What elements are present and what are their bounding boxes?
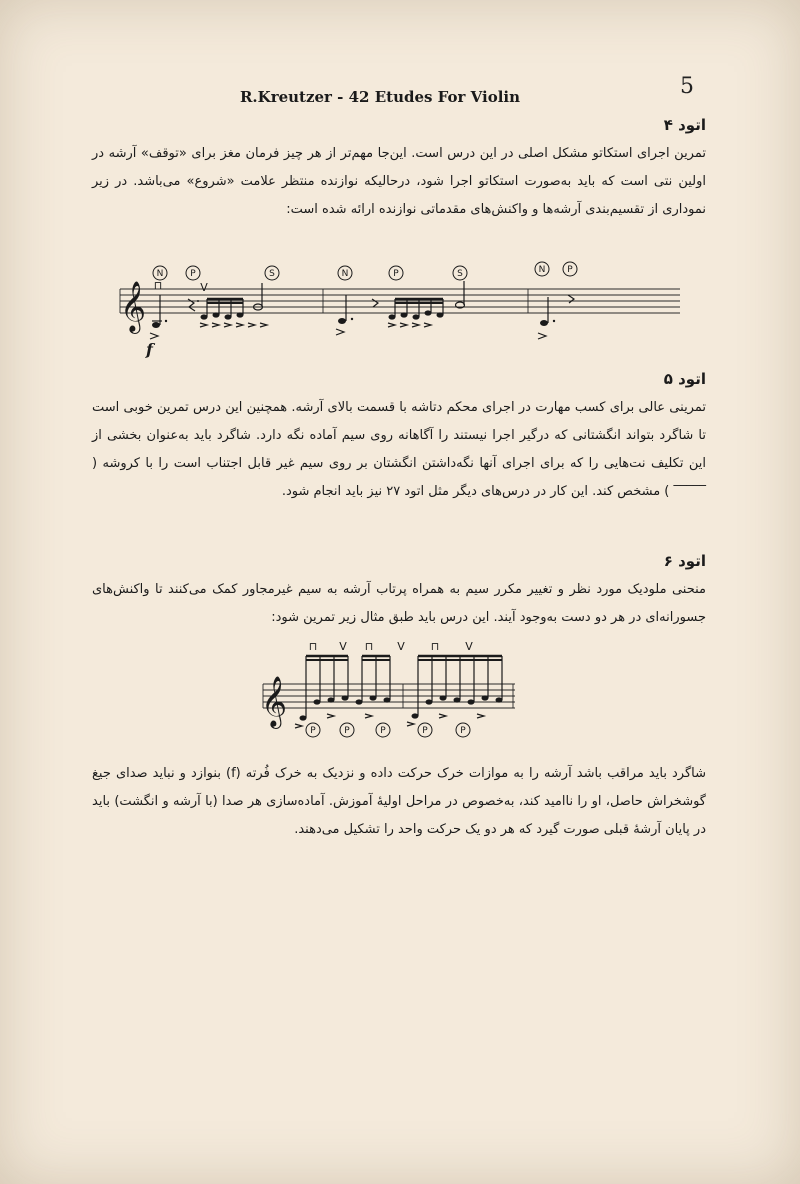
circle-mark	[389, 266, 403, 280]
music-example-1	[110, 255, 690, 365]
down-bow-mark: ⊓	[308, 640, 318, 653]
circle-mark	[418, 723, 432, 737]
treble-clef: 𝄞	[261, 676, 288, 727]
paragraph: تمرین اجرای استکاتو مشکل اصلی در این درس است. این‌جا مهم‌تر از هر چیز فرمان مغز برای «توقف» آرشه در اولین نتی است که باید به‌صورت استکاتو اجرا شود، درحالیکه نوازنده منتظر علامت «شروع» می‌باشد. در زیر نموداری از تقسیم‌بندی آرشه‌ها و واکنش‌های مقدماتی نوازنده ارائه شده است:	[92, 146, 706, 217]
section-etude-6-continued	[92, 760, 706, 844]
up-bow-mark: V	[397, 640, 405, 653]
note-group	[150, 283, 267, 339]
section-heading: اتود ۶	[663, 552, 706, 570]
up-bow-mark: V	[200, 281, 208, 294]
music-example-2	[255, 636, 525, 746]
section-etude-5	[92, 370, 706, 506]
circle-mark-label: S	[269, 269, 275, 279]
section-heading: اتود ۵	[663, 370, 706, 388]
treble-clef: 𝄞	[120, 281, 147, 332]
up-bow-mark: V	[465, 640, 473, 653]
circle-mark-label: P	[567, 265, 573, 275]
circle-mark-label: N	[538, 265, 546, 275]
page-number: 5	[680, 74, 694, 99]
note-group	[295, 656, 391, 728]
circle-mark	[453, 266, 467, 280]
running-head: R.Kreutzer - 42 Etudes For Violin	[239, 88, 521, 106]
circle-mark	[153, 266, 167, 280]
down-bow-mark: ⊓	[364, 640, 374, 653]
circle-mark-label: P	[190, 269, 196, 279]
circle-mark-label: N	[156, 269, 164, 279]
circle-mark	[340, 723, 354, 737]
circle-mark-label: P	[460, 726, 466, 736]
circle-mark-label: P	[422, 726, 428, 736]
dynamic-forte: f	[146, 340, 153, 359]
section-etude-6	[92, 552, 706, 632]
section-etude-4	[92, 116, 706, 224]
circle-mark-label: N	[341, 269, 349, 279]
circle-mark-label: S	[457, 269, 463, 279]
down-bow-mark: ⊓	[430, 640, 440, 653]
circle-mark	[338, 266, 352, 280]
paragraph: شاگرد باید مراقب باشد آرشه را به موازات خرک حرکت داده و نزدیک به خرک فُرته (f) بنوازد و نباید صدای جیغ گوشخراش حاصل، او را ناامید کند، به‌خصوص در مراحل اولیهٔ آموزش. آماده‌سازی هر صدا (با آرشه و انگشت) باید در پایان آرشهٔ قبلی صورت گیرد که هر دو یک حرکت واحد را تشکیل می‌دهند.	[92, 766, 707, 837]
note-group	[538, 295, 574, 339]
circle-mark-label: P	[393, 269, 399, 279]
circle-mark	[265, 266, 279, 280]
circle-mark-label: P	[344, 726, 350, 736]
paragraph: منحنی ملودیک مورد نظر و تغییر مکرر سیم به همراه پرتاب آرشه به سیم غیرمجاور کمک می‌کنند تا واکنش‌های جسورانه‌ای در هر دو دست به‌وجود آیند. این درس باید طبق مثال زیر تمرین شود:	[92, 582, 706, 625]
up-bow-mark: V	[339, 640, 347, 653]
circle-mark	[535, 262, 549, 276]
circle-mark-label: P	[310, 726, 316, 736]
circle-mark	[563, 262, 577, 276]
circle-mark	[186, 266, 200, 280]
circle-mark-label: P	[380, 726, 386, 736]
circle-mark	[456, 723, 470, 737]
section-heading: اتود ۴	[663, 116, 706, 134]
paragraph: تمرینی عالی برای کسب مهارت در اجرای محکم دتاشه با قسمت بالای آرشه. همچنین این درس تمرین خوبی است تا شاگرد بتواند انگشتانی که درگیر اجرا نیستند را آگاهانه روی سیم آماده نگه دارد. شاگرد باید به‌عنوان بخشی از این تکلیف نت‌هایی را که برای اجرای آنها نگه‌داشتن انگشتان بر روی سیم غیر قابل اجتناب است را با کروشه ( ‾‾‾‾‾ ) مشخص کند. این کار در درس‌های دیگر مثل اتود ۲۷ نیز باید انجام شود.	[92, 400, 706, 499]
note-group	[407, 656, 503, 726]
circle-mark	[306, 723, 320, 737]
down-bow-mark: ⊓	[153, 279, 163, 292]
circle-mark	[376, 723, 390, 737]
staff	[263, 684, 515, 708]
